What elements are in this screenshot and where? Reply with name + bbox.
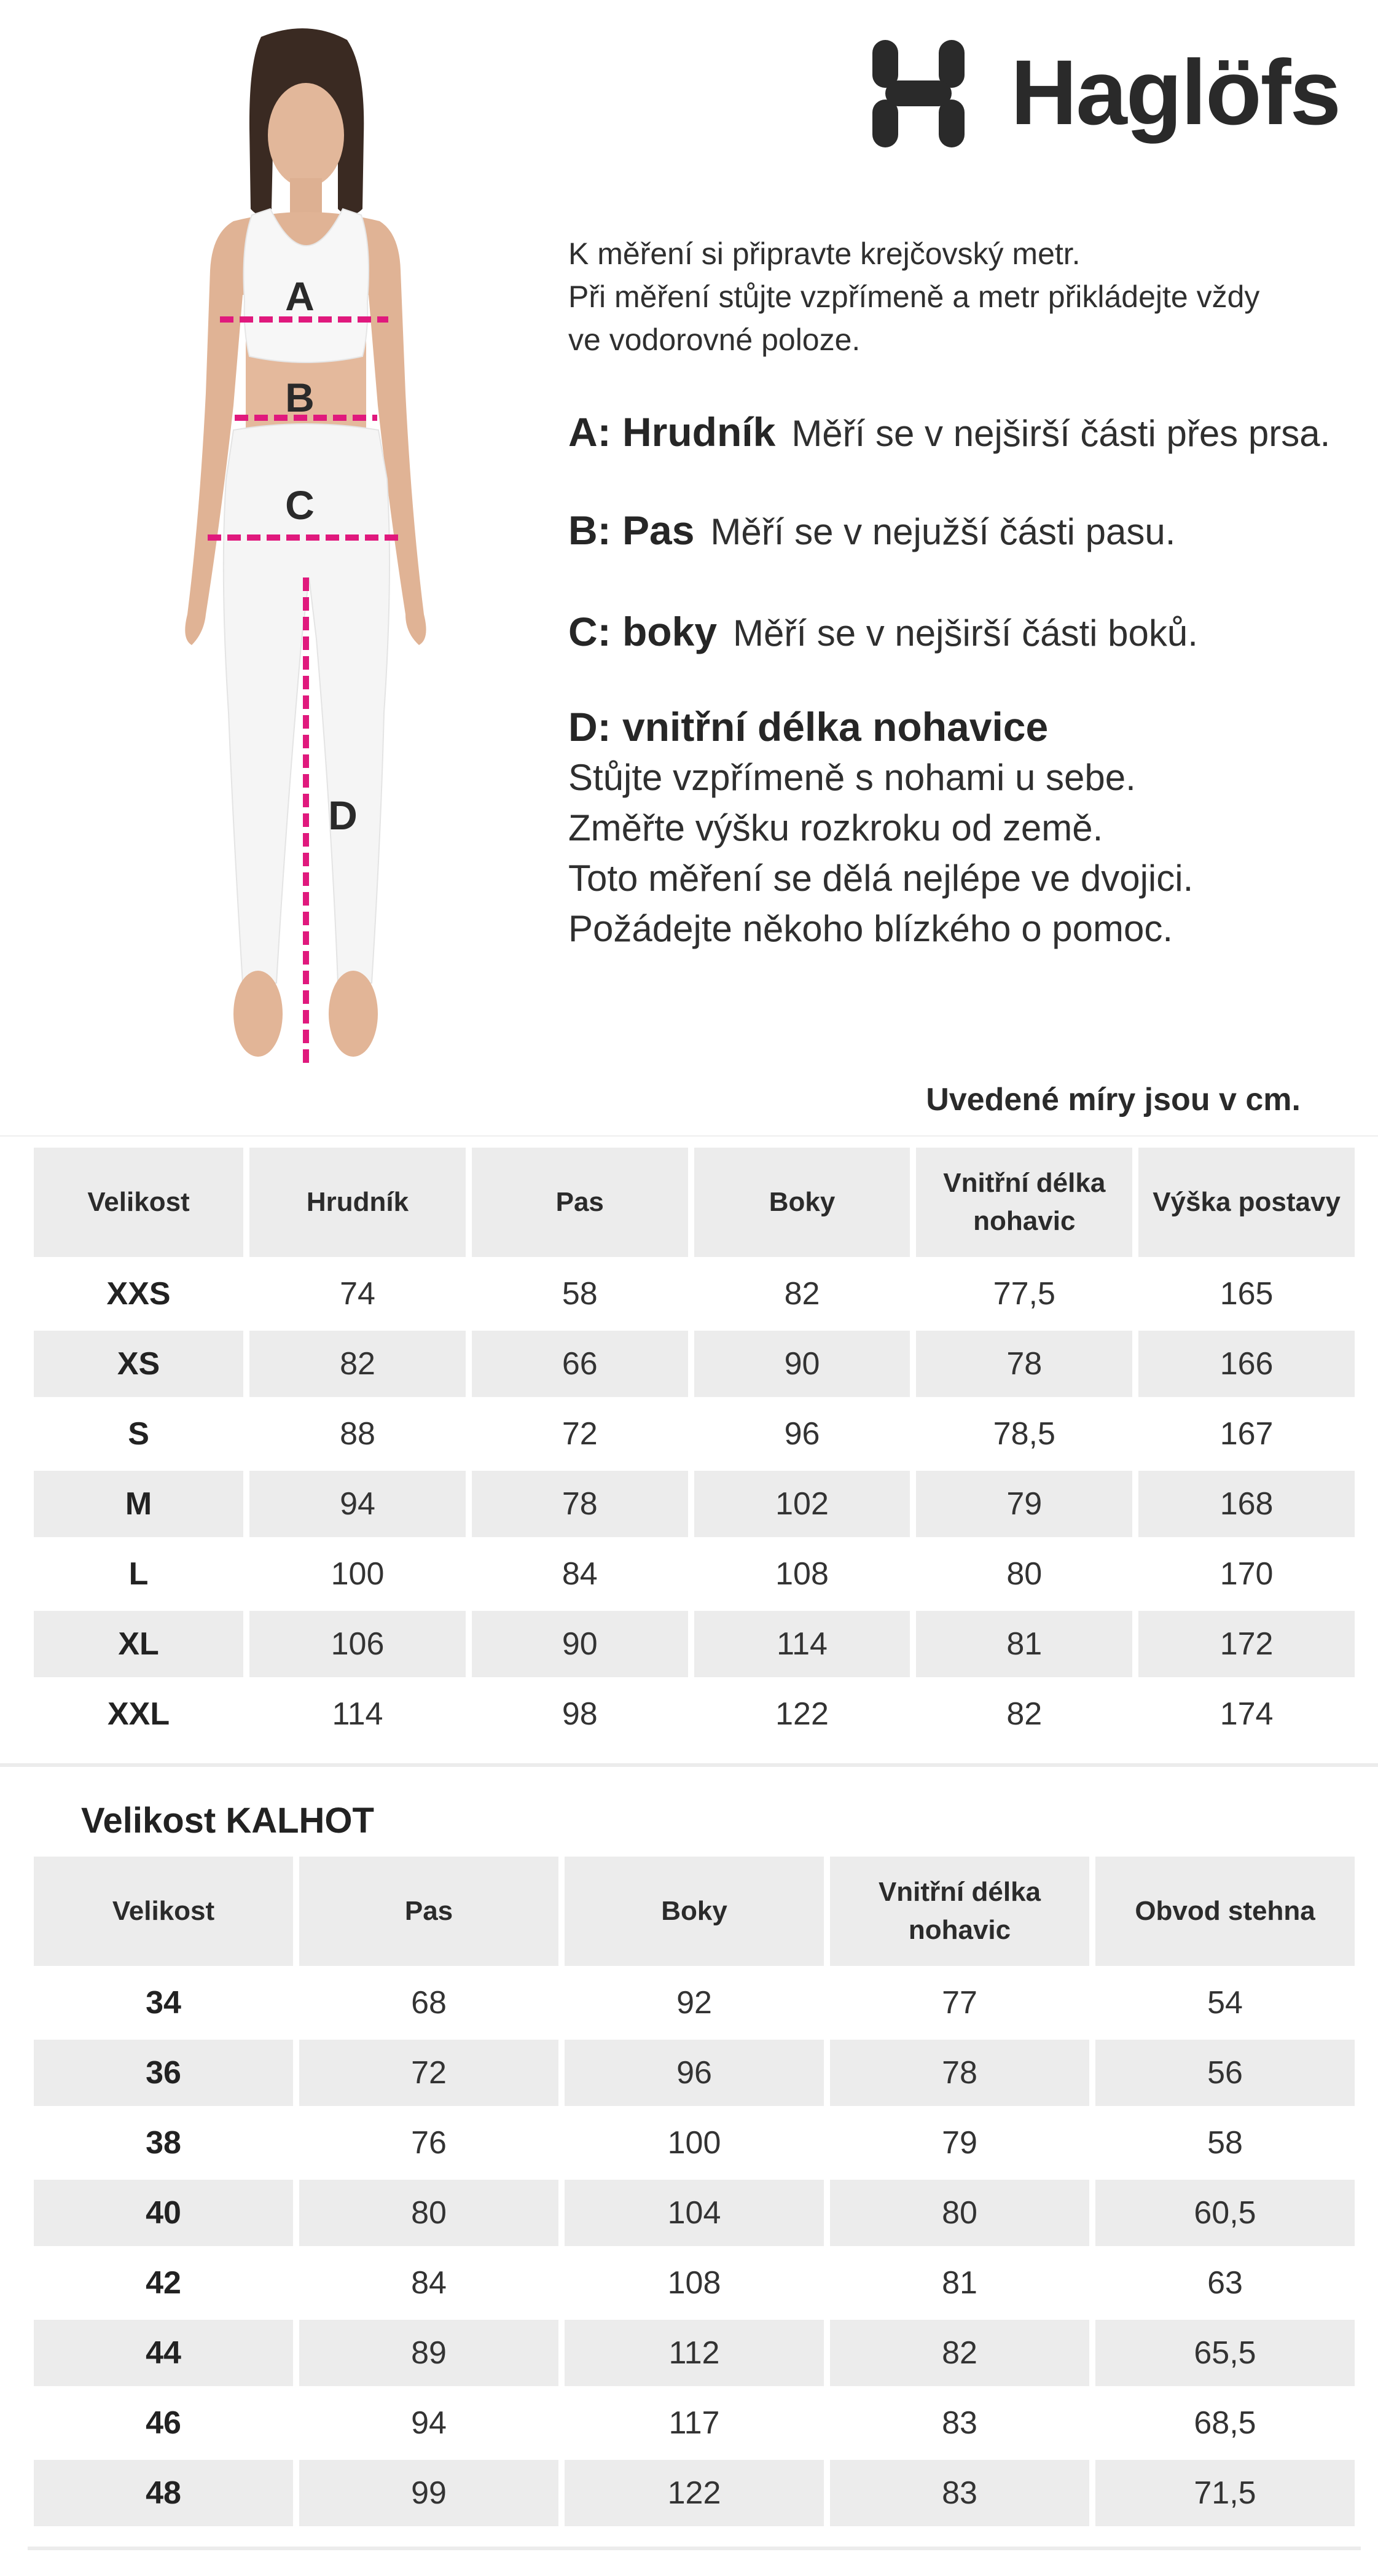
value-cell: 106 [249,1611,466,1677]
size-cell: 38 [146,2125,181,2161]
table-row [34,1401,1355,1467]
value-cell: 168 [1138,1471,1355,1537]
value-cell: 58 [562,1276,598,1312]
value-cell: 63 [1207,2265,1243,2301]
value-cell: 68,5 [1194,2405,1256,2441]
measurement-a [568,409,1330,455]
value-cell: 102 [694,1471,910,1537]
value-cell: 84 [562,1556,598,1592]
size-cell: 34 [146,1985,181,2021]
value-cell: 92 [676,1985,712,2021]
value-cell: 82 [1006,1696,1043,1732]
column-header: Obvod stehna [1095,1857,1355,1966]
value-cell: 82 [830,2320,1089,2386]
table-row [34,2180,1355,2246]
units-note: Uvedené míry jsou v cm. [926,1082,1301,1118]
divider [0,1763,1378,1767]
value-cell: 77 [942,1985,977,2021]
measurement-b-key: B: Pas [568,507,695,553]
value-cell: 166 [1138,1331,1355,1397]
table-row [34,1331,1355,1397]
size-cell: 46 [146,2405,181,2441]
size-cell: 36 [34,2040,293,2106]
value-cell: 66 [472,1331,688,1397]
measurement-b-desc: Měří se v nejužší části pasu. [710,511,1176,552]
size-cell: XXL [107,1696,170,1732]
value-cell: 79 [916,1471,1132,1537]
size-cell: 42 [146,2265,181,2301]
size-cell: L [128,1556,149,1592]
size-cell: M [34,1471,243,1537]
table-header-row [34,1148,1355,1257]
value-cell: 81 [942,2265,977,2301]
value-cell: 167 [1219,1416,1274,1452]
table-row [34,1541,1355,1607]
value-cell: 76 [411,2125,447,2161]
value-cell: 82 [249,1331,466,1397]
measurement-b [568,507,1175,554]
column-header: Vnitřní délka nohavic [830,1857,1089,1966]
value-cell: 82 [784,1276,820,1312]
value-cell: 72 [562,1416,598,1452]
measurement-a-desc: Měří se v nejširší části přes prsa. [791,413,1331,454]
measurement-c [568,608,1198,655]
value-cell: 96 [784,1416,820,1452]
value-cell: 114 [694,1611,910,1677]
value-cell: 94 [249,1471,466,1537]
value-cell: 94 [411,2405,447,2441]
value-cell: 83 [942,2405,977,2441]
pants-table-title: Velikost KALHOT [81,1801,374,1841]
marker-b-label: B [285,375,315,420]
value-cell: 78 [916,1331,1132,1397]
column-header: Velikost [34,1148,243,1257]
column-header: Boky [694,1148,910,1257]
table-row [34,2250,1355,2316]
value-cell: 100 [667,2125,721,2161]
size-table-main [28,1144,1361,1751]
value-cell: 89 [299,2320,558,2386]
value-cell: 80 [830,2180,1089,2246]
value-cell: 165 [1219,1276,1274,1312]
value-cell: 174 [1219,1696,1274,1732]
divider [0,1135,1378,1137]
measurement-d-key: D: vnitřní délka nohavice [568,704,1049,750]
value-cell: 88 [340,1416,375,1452]
value-cell: 170 [1219,1556,1274,1592]
value-cell: 71,5 [1095,2460,1355,2526]
size-cell: 40 [34,2180,293,2246]
value-cell: 90 [472,1611,688,1677]
measurement-c-key: C: boky [568,609,718,654]
value-cell: 114 [332,1696,383,1732]
value-cell: 122 [565,2460,824,2526]
measurement-d-line: Požádejte někoho blízkého o pomoc. [568,908,1173,949]
measurement-d-line: Změřte výšku rozkroku od země. [568,807,1103,848]
column-header: Pas [299,1857,558,1966]
intro-text [568,232,1336,361]
size-cell: 44 [34,2320,293,2386]
value-cell: 108 [775,1556,829,1592]
marker-c-label: C [285,482,315,528]
value-cell: 54 [1207,1985,1243,2021]
value-cell: 122 [775,1696,829,1732]
measurement-c-desc: Měří se v nejširší části boků. [733,613,1198,654]
value-cell: 112 [565,2320,824,2386]
size-cell: S [128,1416,149,1452]
value-cell: 81 [916,1611,1132,1677]
measurement-d-line: Toto měření se dělá nejlépe ve dvojici. [568,858,1194,899]
value-cell: 60,5 [1095,2180,1355,2246]
value-cell: 117 [668,2405,720,2441]
column-header: Pas [472,1148,688,1257]
value-cell: 78,5 [993,1416,1055,1452]
value-cell: 65,5 [1095,2320,1355,2386]
haglofs-h-icon [872,40,965,147]
table-row [34,1681,1355,1747]
value-cell: 90 [694,1331,910,1397]
value-cell: 172 [1138,1611,1355,1677]
value-cell: 56 [1095,2040,1355,2106]
value-cell: 68 [411,1985,447,2021]
column-header: Velikost [34,1857,293,1966]
value-cell: 78 [472,1471,688,1537]
size-cell: XS [34,1331,243,1397]
model-illustration [135,25,479,1118]
value-cell: 79 [942,2125,977,2161]
size-cell: 48 [34,2460,293,2526]
table-header-row [34,1857,1355,1966]
table-row [34,2320,1355,2386]
size-cell: XL [34,1611,243,1677]
brand-logo [872,40,1341,151]
marker-d-label: D [328,793,358,838]
value-cell: 80 [1006,1556,1043,1592]
value-cell: 58 [1207,2125,1243,2161]
column-header: Vnitřní délka nohavic [916,1148,1132,1257]
model-figure [135,25,479,1118]
value-cell: 104 [565,2180,824,2246]
measurement-d [568,703,1048,750]
value-cell: 96 [565,2040,824,2106]
table-row [34,1261,1355,1327]
intro-line: K měření si připravte krejčovský metr. [568,237,1081,271]
value-cell: 83 [830,2460,1089,2526]
value-cell: 98 [562,1696,598,1732]
measurement-a-key: A: Hrudník [568,409,776,455]
column-header: Výška postavy [1138,1148,1355,1257]
value-cell: 99 [299,2460,558,2526]
table-row [34,2460,1355,2526]
value-cell: 108 [667,2265,721,2301]
intro-line: Při měření stůjte vzpřímeně a metr přikládejte vždy [568,280,1260,314]
size-cell: XXS [106,1276,171,1312]
table-row [34,1970,1355,2036]
value-cell: 78 [830,2040,1089,2106]
marker-a-label: A [285,273,315,319]
table-row [34,2110,1355,2176]
table-row [34,2390,1355,2456]
column-header: Boky [565,1857,824,1966]
bottom-divider [28,2547,1361,2550]
measurement-d-instructions [568,753,1193,954]
value-cell: 80 [299,2180,558,2246]
value-cell: 77,5 [993,1276,1055,1312]
table-row [34,1611,1355,1677]
value-cell: 74 [340,1276,375,1312]
value-cell: 84 [411,2265,447,2301]
table-row [34,2040,1355,2106]
size-table-pants [28,1853,1361,2530]
value-cell: 72 [299,2040,558,2106]
intro-line: ve vodorovné poloze. [568,323,861,357]
value-cell: 100 [331,1556,385,1592]
brand-name: Haglöfs [1011,41,1341,144]
table-row [34,1471,1355,1537]
column-header: Hrudník [249,1148,466,1257]
measurement-d-line: Stůjte vzpřímeně s nohami u sebe. [568,757,1136,798]
